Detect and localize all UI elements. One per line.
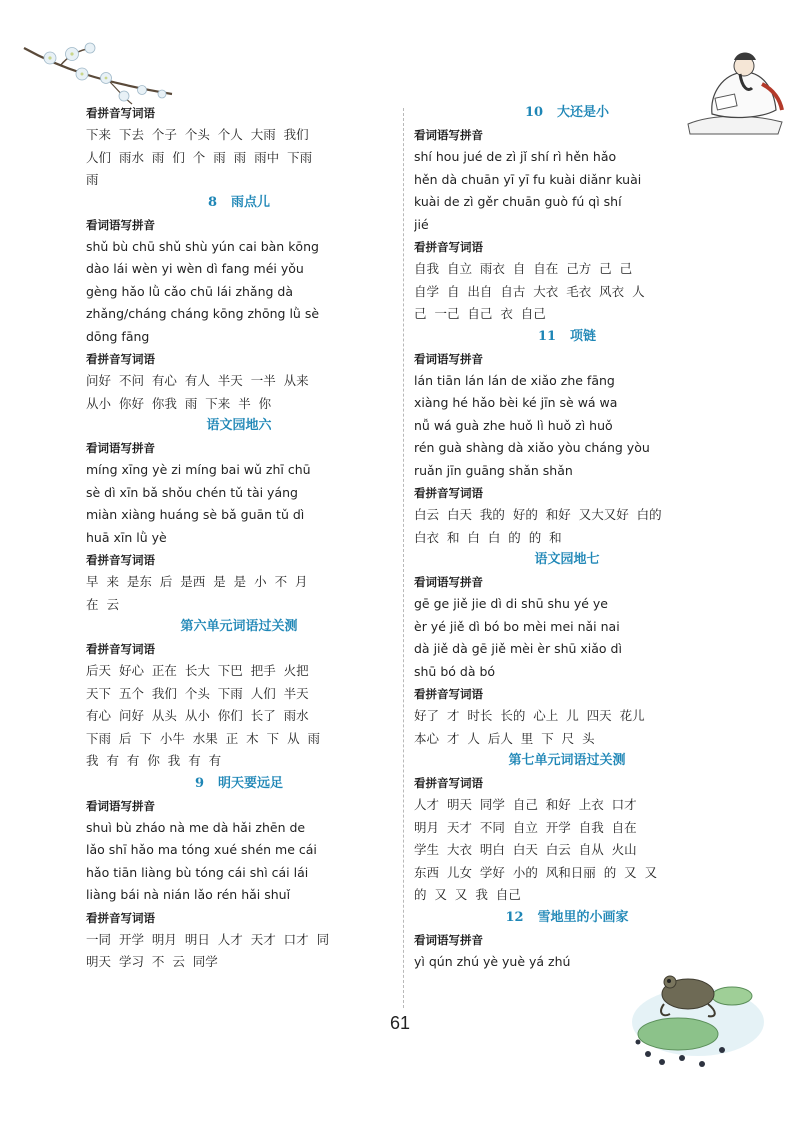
exercise-heading: 看词语写拼音 — [86, 441, 155, 455]
page-number: 61 — [389, 1013, 411, 1033]
pinyin-answer-line: shuì bù zháo nà me dà hǎi zhēn de — [86, 819, 306, 835]
exercise-heading: 看词语写拼音 — [414, 128, 483, 142]
lesson-number: 10 — [524, 105, 544, 120]
lesson-number: 9 — [194, 775, 205, 791]
word-answer-line: 早 来 是东 后 是西 是 是 小 不 月 — [86, 574, 308, 589]
word-answer-line: 后天 好心 正在 长大 下巴 把手 火把 — [86, 663, 309, 678]
exercise-heading: 看词语写拼音 — [414, 575, 483, 589]
lesson-title: 语文园地七 — [534, 552, 600, 567]
word-answer-line: 本心 才 人 后人 里 下 尺 头 — [414, 730, 595, 746]
word-answer-line: 有心 问好 从头 从小 你们 长了 雨水 — [86, 708, 309, 723]
pinyin-answer-line: míng xīng yè zi míng bai wǔ zhī chū — [86, 462, 311, 477]
pinyin-answer-line: ruǎn jīn guāng shǎn shǎn — [414, 462, 573, 478]
word-answer-line: 一同 开学 明月 明日 人才 天才 口才 同 — [86, 931, 330, 947]
word-answer-line: 明月 天才 不同 自立 开学 自我 自在 — [414, 819, 637, 835]
pinyin-answer-line: gē ge jiě jie dì di shū shu yé ye — [414, 596, 608, 611]
lesson-title: 明天要远足 — [218, 775, 284, 791]
pinyin-answer-line: nǚ wá guà zhe huǒ lì huǒ zì huǒ — [414, 417, 613, 433]
word-answer-line: 天下 五个 我们 个头 下雨 人们 半天 — [86, 685, 309, 701]
pinyin-answer-line: rén guà shàng dà xiǎo yòu cháng yòu — [414, 440, 650, 455]
word-answer-line: 问好 不问 有心 有人 半天 一半 从来 — [86, 373, 309, 388]
exercise-heading: 看拼音写词语 — [414, 240, 483, 254]
plum-blossom-branch-illustration — [20, 38, 180, 108]
pinyin-answer-line: huā xīn lǜ yè — [86, 529, 167, 545]
exercise-heading: 看拼音写词语 — [414, 776, 483, 790]
pinyin-answer-line: shí hou jué de zì jǐ shí rì hěn hǎo — [414, 149, 617, 164]
exercise-heading: 看拼音写词语 — [414, 486, 483, 500]
pinyin-answer-line: liàng bái nà nián lǎo rén hǎi shuǐ — [86, 887, 291, 902]
lesson-number: 8 — [207, 194, 218, 210]
exercise-heading: 看拼音写词语 — [86, 910, 155, 925]
pinyin-answer-line: yì qún zhú yè yuè yá zhú — [414, 953, 571, 969]
pinyin-answer-line: miàn xiàng huáng sè bǎ guān tǔ dì — [86, 507, 305, 522]
word-answer-line: 我 有 有 你 我 有 有 — [86, 753, 222, 768]
section-heading — [86, 773, 392, 795]
right-column — [414, 102, 720, 973]
exercise-heading: 看拼音写词语 — [86, 553, 155, 567]
word-answer-line: 下雨 后 下 小牛 水果 正 木 下 从 雨 — [86, 730, 321, 746]
exercise-heading: 看拼音写词语 — [86, 106, 155, 120]
left-column — [86, 102, 392, 974]
lesson-title: 第七单元词语过关测 — [508, 753, 626, 768]
word-answer-line: 人们 雨水 雨 们 个 雨 雨 雨中 下雨 — [86, 149, 313, 165]
exercise-heading: 看词语写拼音 — [414, 932, 483, 947]
pinyin-answer-line: lán tiān lán lán de xiǎo zhe fāng — [414, 372, 615, 388]
word-answer-line: 下来 下去 个子 个头 个人 大雨 我们 — [86, 127, 309, 142]
word-answer-line: 学生 大衣 明白 白天 白云 自从 火山 — [414, 842, 637, 857]
word-answer-line: 白云 白天 我的 好的 和好 又大又好 白的 — [414, 507, 662, 522]
pinyin-answer-line: hǎo tiān liàng bù tóng cái shì cái lái — [86, 864, 309, 880]
pinyin-answer-line: dà jiě dà gē jiě mèi èr shū xiǎo dì — [414, 641, 622, 656]
word-answer-line: 明天 学习 不 云 同学 — [86, 954, 218, 969]
pinyin-answer-line: dōng fāng — [86, 328, 150, 344]
exercise-heading: 看词语写拼音 — [86, 798, 155, 813]
exercise-heading: 看词语写拼音 — [414, 351, 483, 366]
section-heading — [414, 549, 720, 571]
word-answer-line: 白衣 和 白 白 的 的 和 — [414, 529, 562, 545]
word-answer-line: 好了 才 时长 长的 心上 儿 四天 花儿 — [414, 708, 645, 723]
pinyin-answer-line: dào lái wèn yi wèn dì fang méi yǒu — [86, 261, 304, 276]
word-answer-line: 自学 自 出自 自古 大衣 毛衣 风衣 人 — [414, 283, 645, 299]
section-heading — [414, 750, 720, 772]
pinyin-answer-line: zhǎng/cháng cháng kōng zhōng lǜ sè — [86, 306, 320, 321]
section-heading — [86, 192, 392, 214]
pinyin-answer-line: shǔ bù chū shǔ shù yún cai bàn kōng — [86, 238, 319, 254]
section-heading — [414, 907, 720, 929]
pinyin-answer-line: sè dì xīn bǎ shǒu chén tǔ tài yáng — [86, 484, 298, 500]
lesson-title: 大还是小 — [557, 105, 610, 120]
pinyin-answer-line: lǎo shī hǎo ma tóng xué shén me cái — [86, 842, 317, 857]
lesson-title: 雪地里的小画家 — [537, 909, 629, 925]
column-divider — [403, 108, 404, 1008]
pinyin-answer-line: jié — [414, 216, 429, 232]
word-answer-line: 自我 自立 雨衣 自 自在 己方 己 己 — [414, 261, 633, 276]
pinyin-answer-line: xiàng hé hǎo bèi ké jīn sè wá wa — [414, 395, 618, 410]
lesson-number: 12 — [505, 909, 524, 925]
pinyin-answer-line: shū bó dà bó — [414, 663, 496, 679]
exercise-heading: 看拼音写词语 — [414, 687, 483, 701]
word-answer-line: 在 云 — [86, 596, 119, 612]
word-answer-line: 的 又 又 我 自己 — [414, 887, 521, 902]
exercise-heading: 看拼音写词语 — [86, 642, 155, 656]
section-heading — [414, 102, 720, 124]
pinyin-answer-line: hěn dà chuān yī yī fu kuài diǎnr kuài — [414, 171, 642, 187]
word-answer-line: 东西 儿女 学好 小的 风和日丽 的 又 又 — [414, 864, 658, 880]
pinyin-answer-line: gèng hǎo lǜ cǎo chū lái zhǎng dà — [86, 283, 294, 299]
exercise-heading: 看词语写拼音 — [86, 217, 155, 232]
section-heading — [414, 326, 720, 348]
pinyin-answer-line: èr yé jiě dì bó bo mèi mei nǎi nai — [414, 618, 620, 634]
lesson-title: 项链 — [570, 328, 597, 344]
word-answer-line: 己 一己 自己 衣 自己 — [414, 306, 546, 321]
section-heading — [86, 616, 392, 638]
word-answer-line: 雨 — [86, 172, 99, 187]
lesson-title: 雨点儿 — [231, 194, 271, 210]
pinyin-answer-line: kuài de zì gěr chuān guò fú qì shí — [414, 194, 622, 209]
exercise-heading: 看拼音写词语 — [86, 352, 155, 366]
section-heading — [86, 415, 392, 437]
lesson-number: 11 — [537, 328, 557, 344]
lesson-title: 第六单元词语过关测 — [180, 619, 298, 634]
word-answer-line: 从小 你好 你我 雨 下来 半 你 — [86, 395, 272, 411]
word-answer-line: 人才 明天 同学 自己 和好 上衣 口才 — [414, 797, 637, 812]
lesson-title: 语文园地六 — [206, 418, 272, 433]
